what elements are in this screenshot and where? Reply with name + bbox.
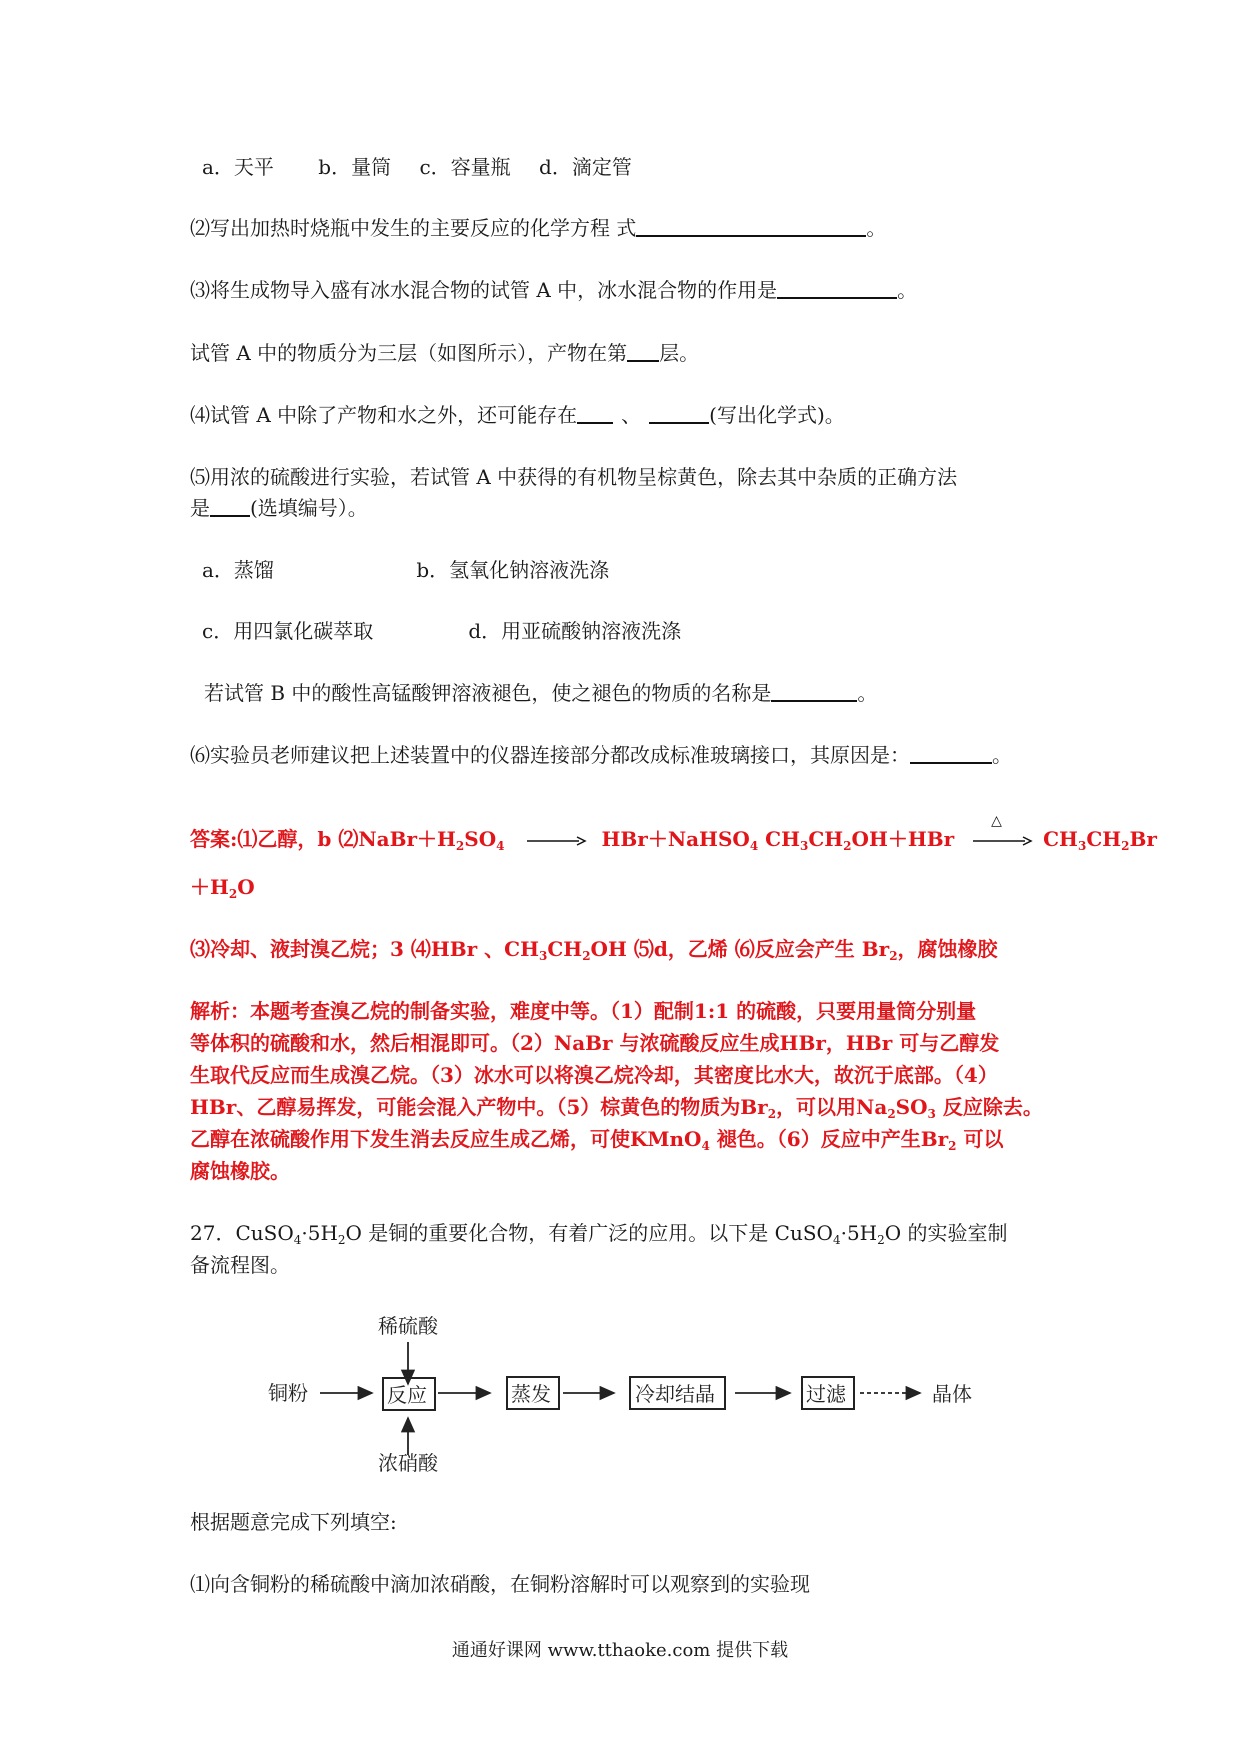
- subscript: 2: [228, 887, 238, 901]
- flow-bottom-input: 浓硝酸: [378, 1451, 438, 1475]
- answer-line-3: [190, 934, 998, 964]
- q5-prefix: 是: [190, 496, 210, 520]
- analysis-part: SO: [895, 1095, 928, 1119]
- flow-output: 晶体: [932, 1382, 972, 1406]
- subscript: 3: [539, 949, 548, 963]
- q5b-end: 。: [857, 681, 878, 705]
- q4-blank-1: [577, 402, 613, 424]
- q3b-text: 试管 A 中的物质分为三层（如图所示），产物在第: [190, 341, 628, 365]
- q27-line-1: [190, 1218, 1008, 1248]
- flow-box-evaporate: [507, 1377, 559, 1409]
- q27-part: ·5H: [840, 1221, 878, 1245]
- analysis-line-4: [190, 1092, 1043, 1122]
- flow-top-input: 稀硫酸: [378, 1314, 438, 1338]
- question-3: [190, 275, 917, 305]
- reaction-arrow-icon: [525, 834, 587, 848]
- q3b-blank: [627, 340, 659, 362]
- option-a: a．天平: [202, 155, 274, 179]
- q5-end: (选填编号）。: [250, 496, 368, 520]
- q6-blank: [910, 742, 992, 764]
- flow-step-evaporate: 蒸发: [511, 1382, 551, 1406]
- q3-text: ⑶将生成物导入盛有冰水混合物的试管 A 中，冰水混合物的作用是: [190, 278, 778, 302]
- q27-part: O 是铜的重要化合物，有着广泛的应用。以下是 CuSO: [345, 1221, 833, 1245]
- q5-options-row2: [202, 616, 681, 646]
- answer-part: ＋H: [190, 875, 229, 899]
- q4-end: (写出化学式)。: [709, 403, 845, 427]
- subscript: 2: [843, 839, 852, 853]
- flow-box-reaction: [383, 1378, 435, 1410]
- q3b-end: 层。: [659, 341, 700, 365]
- answer-part: SO: [464, 827, 497, 851]
- q2-text: ⑵写出加热时烧瓶中发生的主要反应的化学方程 式: [190, 216, 637, 240]
- subscript: 4: [701, 1139, 710, 1153]
- analysis-line-5: [190, 1124, 1004, 1154]
- answer-part: OH ⑸d，乙烯 ⑹反应会产生 Br: [590, 937, 890, 961]
- q6-text: ⑹实验员老师建议把上述装置中的仪器连接部分都改成标准玻璃接口，其原因是：: [190, 743, 910, 767]
- answer-line-1: [190, 813, 1157, 854]
- subscript: 4: [749, 839, 759, 853]
- flow-box-crystallize: [630, 1377, 725, 1409]
- subscript: 2: [455, 839, 465, 853]
- q5-option-a: a．蒸馏: [202, 558, 274, 582]
- q5-option-c: c．用四氯化碳萃取: [202, 619, 374, 643]
- analysis-line-1: 解析：本题考查溴乙烷的制备实验，难度中等。（1）配制1:1 的硫酸，只要用量筒分别量: [190, 999, 977, 1023]
- answer-part: Br: [1129, 827, 1157, 851]
- q4-text: ⑷试管 A 中除了产物和水之外，还可能存在: [190, 403, 578, 427]
- flow-step-crystallize: 冷却结晶: [635, 1382, 715, 1406]
- q3-blank: [777, 277, 897, 299]
- analysis-line-3: 生取代反应而生成溴乙烷。（3）冰水可以将溴乙烷冷却，其密度比水大，故沉于底部。（4）: [190, 1063, 998, 1087]
- q4-blank-2: [649, 402, 709, 424]
- q6-end: 。: [992, 743, 1012, 767]
- subscript: 3: [799, 839, 809, 853]
- analysis-part: 乙醇在浓硫酸作用下发生消去反应生成乙烯，可使KMnO: [190, 1127, 702, 1151]
- question-2: [190, 213, 886, 243]
- subscript: 4: [832, 1233, 841, 1247]
- heat-arrow: [971, 813, 1033, 854]
- answer-part: ⑴乙醇，b ⑵NaBr＋H: [237, 827, 456, 851]
- question-5-line2: [190, 493, 368, 523]
- question-5b: [204, 678, 877, 708]
- analysis-part: 可以: [956, 1127, 1004, 1151]
- subscript: 3: [927, 1107, 936, 1121]
- subscript: 2: [767, 1107, 777, 1121]
- q27-part: ·5H: [301, 1221, 338, 1245]
- answer-part: OH＋HBr: [851, 827, 955, 851]
- answer-part: CH: [1043, 827, 1078, 851]
- q27-part: 27．CuSO: [190, 1221, 294, 1245]
- subscript: 2: [337, 1233, 346, 1247]
- question-5-line1: ⑸用浓的硫酸进行实验，若试管 A 中获得的有机物呈棕黄色，除去其中杂质的正确方法: [190, 465, 958, 489]
- analysis-line-2: 等体积的硫酸和水，然后相混即可。（2）NaBr 与浓硫酸反应生成HBr，HBr 可与乙醇发: [190, 1031, 1000, 1055]
- q5b-blank: [771, 680, 857, 702]
- q5-option-b: b．氢氧化钠溶液洗涤: [416, 558, 610, 582]
- subscript: 2: [889, 949, 898, 963]
- answer-part: CH: [547, 937, 583, 961]
- q5-options-row1: [202, 555, 609, 585]
- answer-part: O: [237, 875, 255, 899]
- flow-step-reaction: 反应: [387, 1383, 427, 1407]
- flow-box-filter: [802, 1377, 854, 1409]
- subscript: 4: [496, 839, 505, 853]
- subscript: 2: [582, 949, 591, 963]
- answer-line-2: [190, 872, 255, 902]
- option-c: c．容量瓶: [419, 155, 511, 179]
- heat-arrow-icon: [971, 834, 1033, 848]
- answer-part: CH: [808, 827, 844, 851]
- fill-in-prompt: 根据题意完成下列填空:: [190, 1510, 397, 1534]
- q5-blank: [210, 495, 250, 517]
- q1-options: [202, 152, 632, 182]
- q2-blank: [636, 215, 866, 237]
- q5b-text: 若试管 B 中的酸性高锰酸钾溶液褪色，使之褪色的物质的名称是: [204, 681, 772, 705]
- flow-step-filter: 过滤: [806, 1382, 846, 1406]
- answer-part: ，腐蚀橡胶: [897, 937, 998, 961]
- flow-left-input: 铜粉: [268, 1381, 308, 1405]
- answer-part: HBr＋NaHSO: [601, 827, 750, 851]
- option-b: b．量筒: [318, 155, 392, 179]
- q3-end: 。: [897, 278, 918, 302]
- option-d: d．滴定管: [539, 155, 632, 179]
- q5-option-d: d．用亚硫酸钠溶液洗涤: [468, 619, 682, 643]
- analysis-line-6: 腐蚀橡胶。: [190, 1159, 290, 1183]
- subscript: 2: [877, 1233, 885, 1247]
- question-6: [190, 740, 1012, 770]
- subscript: 2: [887, 1107, 896, 1121]
- q4-sep: 、: [621, 403, 642, 427]
- analysis-part: HBr、乙醇易挥发，可能会混入产物中。（5）棕黄色的物质为Br: [190, 1095, 768, 1119]
- heat-delta: △: [991, 813, 1002, 829]
- subscript: 4: [293, 1233, 302, 1247]
- q27-line-2: 备流程图。: [190, 1253, 290, 1277]
- question-4: [190, 400, 845, 430]
- analysis-part: 反应除去。: [935, 1095, 1043, 1119]
- question-3b: [190, 338, 699, 368]
- subscript: 2: [1121, 839, 1130, 853]
- answer-part: CH: [758, 827, 800, 851]
- q27-part-1: ⑴向含铜粉的稀硫酸中滴加浓硝酸，在铜粉溶解时可以观察到的实验现: [190, 1572, 810, 1596]
- page-footer: 通通好课网 www.tthaoke.com 提供下载: [451, 1640, 789, 1661]
- answer-label: 答案:: [190, 827, 238, 851]
- subscript: 3: [1077, 839, 1087, 853]
- analysis-part: 褪色。（6）反应中产生Br: [709, 1127, 949, 1151]
- subscript: 2: [948, 1139, 957, 1153]
- analysis-part: ，可以用Na: [776, 1095, 888, 1119]
- q2-end: 。: [866, 216, 887, 240]
- q27-part: O 的实验室制: [884, 1221, 1008, 1245]
- answer-part: CH: [1086, 827, 1122, 851]
- answer-part: ⑶冷却、液封溴乙烷；3 ⑷HBr 、CH: [190, 937, 539, 961]
